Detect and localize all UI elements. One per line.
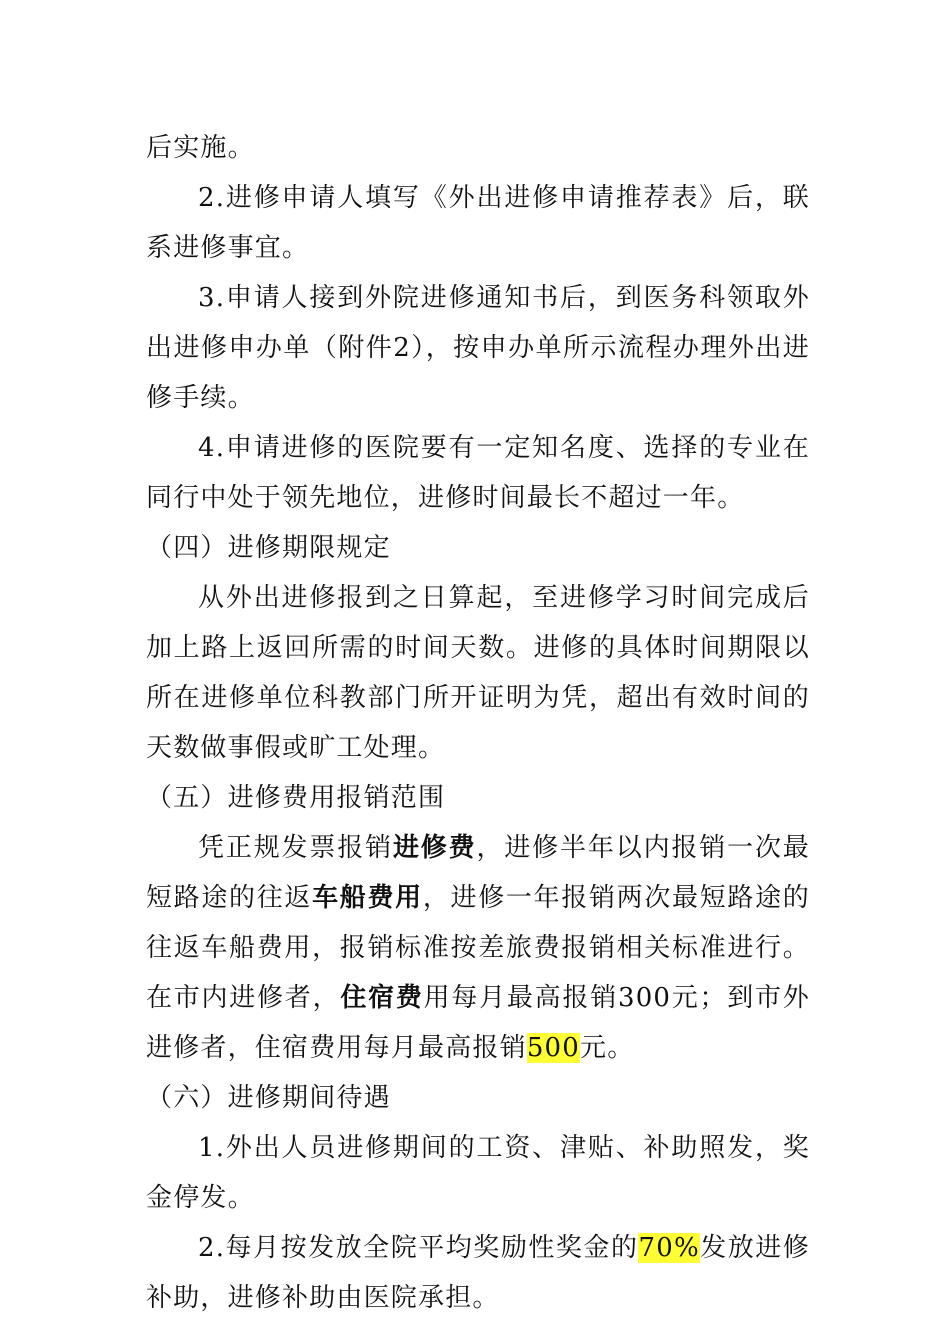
paragraph-item-3: 3.申请人接到外院进修通知书后，到医务科领取外出进修申办单（附件2），按申办单所示流程办理外出进修手续。	[146, 283, 810, 413]
paragraph-reimbursement	[146, 823, 810, 1073]
text-run: ，进修一年报销两次最短路途的往返车船费用，报销标准按差旅费报销相关标准进行。在市内进修者，	[146, 883, 810, 1013]
text-run: 凭正规发票报销	[198, 833, 393, 863]
text-run: 元。	[580, 1033, 635, 1063]
highlighted-percentage: 70%	[638, 1233, 700, 1263]
text-run: 发放进修补助，进修补助由医院承担。	[146, 1233, 810, 1313]
section-heading-5: （五）进修费用报销范围	[146, 783, 446, 813]
paragraph-benefit-1: 1.外出人员进修期间的工资、津贴、补助照发，奖金停发。	[146, 1133, 810, 1213]
paragraph-period-rule: 从外出进修报到之日算起，至进修学习时间完成后加上路上返回所需的时间天数。进修的具体时间期限以所在进修单位科教部门所开证明为凭，超出有效时间的天数做事假或旷工处理。	[146, 583, 810, 763]
bold-term-lodging-fee: 住宿费	[340, 983, 424, 1013]
bold-term-training-fee: 进修费	[392, 833, 477, 863]
text-run: ，进修半年以内报销一次最短路途的往返	[146, 833, 810, 913]
highlighted-amount: 500	[526, 1033, 581, 1063]
text-run: 2.每月按发放全院平均奖励性奖金的	[198, 1233, 639, 1263]
document-body	[146, 123, 810, 1323]
paragraph-item-4: 4.申请进修的医院要有一定知名度、选择的专业在同行中处于领先地位，进修时间最长不超过一年。	[146, 433, 810, 513]
paragraph-continuation: 后实施。	[146, 133, 255, 163]
paragraph-item-2: 2.进修申请人填写《外出进修申请推荐表》后，联系进修事宜。	[146, 183, 810, 263]
paragraph-benefit-2	[146, 1223, 810, 1323]
text-run: 用每月最高报销300元；到市外进修者，住宿费用每月最高报销	[146, 983, 810, 1063]
section-heading-4: （四）进修期限规定	[146, 533, 391, 563]
section-heading-6: （六）进修期间待遇	[146, 1083, 391, 1113]
bold-term-travel-fee: 车船费用	[312, 883, 423, 913]
